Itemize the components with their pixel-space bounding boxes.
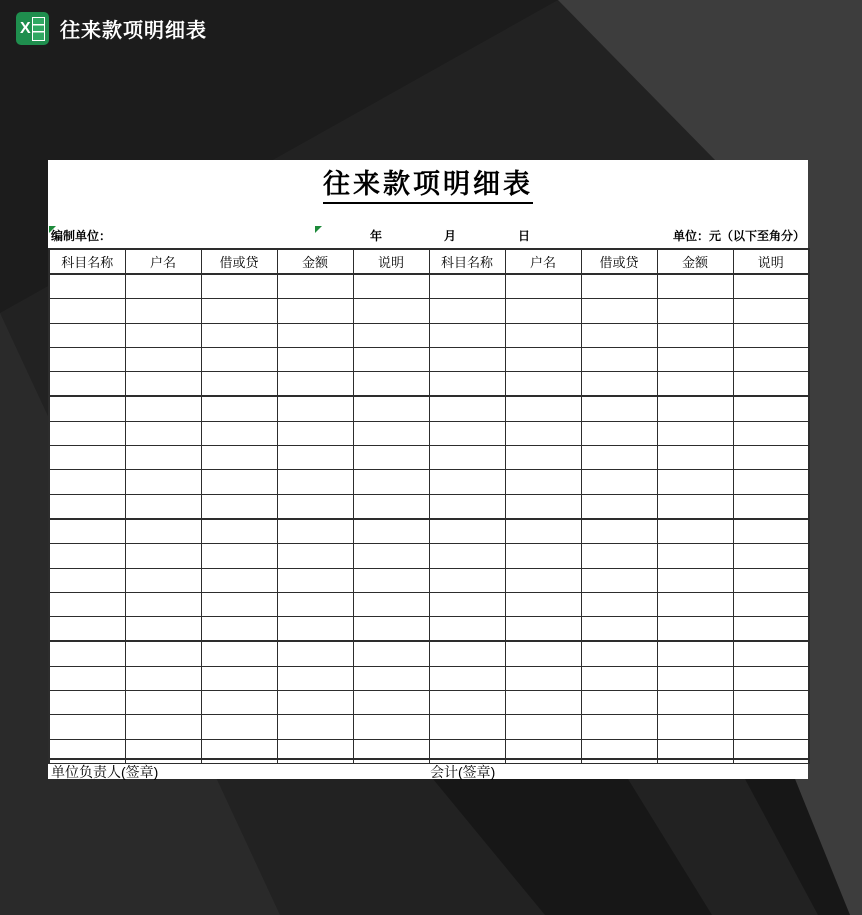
table-row — [49, 396, 809, 421]
table-cell[interactable] — [125, 274, 201, 299]
column-header: 科目名称 — [429, 249, 505, 274]
column-header: 科目名称 — [49, 249, 125, 274]
table-cell[interactable] — [429, 715, 505, 739]
table-cell[interactable] — [581, 519, 657, 544]
excel-icon-letter: X — [20, 19, 31, 37]
table-cell[interactable] — [49, 544, 125, 568]
table-cell[interactable] — [657, 691, 733, 715]
table-cell[interactable] — [49, 446, 125, 470]
detail-table — [48, 248, 810, 764]
sheet-title — [48, 162, 808, 204]
table-cell[interactable] — [125, 544, 201, 568]
table-cell[interactable] — [49, 519, 125, 544]
table-cell[interactable] — [201, 666, 277, 690]
table-cell[interactable] — [657, 323, 733, 347]
table-cell[interactable] — [581, 421, 657, 445]
currency-unit-note: 单位：元（以下至角分） — [672, 229, 805, 243]
table-cell[interactable] — [125, 715, 201, 739]
table-cell[interactable] — [581, 641, 657, 666]
day-label: 日 — [517, 229, 530, 243]
column-header: 借或贷 — [581, 249, 657, 274]
cell-flag-icon — [49, 226, 56, 233]
table-cell[interactable] — [505, 519, 581, 544]
table-cell[interactable] — [657, 372, 733, 397]
table-cell[interactable] — [429, 691, 505, 715]
table-cell[interactable] — [657, 274, 733, 299]
table-cell[interactable] — [505, 715, 581, 739]
table-row — [49, 446, 809, 470]
table-cell[interactable] — [581, 347, 657, 371]
table-cell[interactable] — [201, 519, 277, 544]
column-header: 借或贷 — [201, 249, 277, 274]
table-cell[interactable] — [353, 641, 429, 666]
table-row — [49, 347, 809, 371]
table-cell[interactable] — [581, 494, 657, 519]
month-label: 月 — [443, 229, 456, 243]
table-row — [49, 421, 809, 445]
table-cell[interactable] — [429, 666, 505, 690]
table-cell[interactable] — [201, 274, 277, 299]
table-cell[interactable] — [657, 347, 733, 371]
table-cell[interactable] — [277, 323, 353, 347]
table-cell[interactable] — [733, 691, 809, 715]
table-cell[interactable] — [277, 347, 353, 371]
table-cell[interactable] — [277, 446, 353, 470]
table-cell[interactable] — [201, 372, 277, 397]
table-row — [49, 715, 809, 739]
table-cell[interactable] — [657, 446, 733, 470]
table-cell[interactable] — [201, 568, 277, 592]
table-cell[interactable] — [581, 396, 657, 421]
table-cell[interactable] — [353, 519, 429, 544]
table-cell[interactable] — [581, 592, 657, 616]
table-cell[interactable] — [733, 617, 809, 642]
table-cell[interactable] — [657, 519, 733, 544]
table-cell[interactable] — [277, 494, 353, 519]
excel-icon-sheet-glyph — [32, 17, 45, 41]
table-cell[interactable] — [657, 494, 733, 519]
table-cell[interactable] — [125, 617, 201, 642]
table-row — [49, 372, 809, 397]
table-cell[interactable] — [429, 494, 505, 519]
table-cell[interactable] — [125, 494, 201, 519]
table-cell[interactable] — [49, 592, 125, 616]
table-cell[interactable] — [277, 470, 353, 494]
table-cell[interactable] — [429, 421, 505, 445]
table-cell[interactable] — [49, 421, 125, 445]
table-header-row — [49, 249, 809, 274]
manager-signature-label: 单位负责人(签章) — [51, 764, 159, 780]
table-cell[interactable] — [429, 519, 505, 544]
table-cell[interactable] — [125, 568, 201, 592]
table-cell[interactable] — [49, 274, 125, 299]
table-cell[interactable] — [505, 592, 581, 616]
table-cell[interactable] — [125, 396, 201, 421]
table-cell[interactable] — [277, 421, 353, 445]
table-cell[interactable] — [353, 323, 429, 347]
table-cell[interactable] — [429, 641, 505, 666]
cell-flag-icon — [315, 226, 322, 233]
table-cell[interactable] — [657, 666, 733, 690]
table-cell[interactable] — [657, 421, 733, 445]
table-cell[interactable] — [277, 617, 353, 642]
table-cell[interactable] — [353, 568, 429, 592]
table-cell[interactable] — [353, 274, 429, 299]
table-cell[interactable] — [733, 666, 809, 690]
table-row — [49, 641, 809, 666]
table-cell[interactable] — [49, 691, 125, 715]
accountant-signature-label: 会计(签章) — [430, 764, 496, 780]
table-row — [49, 666, 809, 690]
table-cell[interactable] — [581, 446, 657, 470]
table-cell[interactable] — [201, 715, 277, 739]
table-cell[interactable] — [657, 715, 733, 739]
table-row — [49, 617, 809, 642]
table-cell[interactable] — [505, 617, 581, 642]
table-cell[interactable] — [505, 396, 581, 421]
table-cell[interactable] — [429, 544, 505, 568]
table-cell[interactable] — [277, 691, 353, 715]
table-cell[interactable] — [505, 666, 581, 690]
table-cell[interactable] — [581, 372, 657, 397]
table-row — [49, 691, 809, 715]
table-cell[interactable] — [201, 421, 277, 445]
table-cell[interactable] — [125, 592, 201, 616]
signature-row — [48, 758, 808, 779]
table-cell[interactable] — [581, 691, 657, 715]
table-cell[interactable] — [125, 519, 201, 544]
table-cell[interactable] — [125, 347, 201, 371]
table-cell[interactable] — [429, 372, 505, 397]
table-row — [49, 274, 809, 299]
column-header: 说明 — [733, 249, 809, 274]
table-cell[interactable] — [505, 347, 581, 371]
table-cell[interactable] — [733, 470, 809, 494]
table-cell[interactable] — [353, 347, 429, 371]
table-cell[interactable] — [49, 666, 125, 690]
table-cell[interactable] — [49, 323, 125, 347]
table-cell[interactable] — [581, 666, 657, 690]
table-cell[interactable] — [125, 421, 201, 445]
table-cell[interactable] — [581, 715, 657, 739]
excel-icon — [16, 12, 49, 45]
table-cell[interactable] — [49, 568, 125, 592]
table-cell[interactable] — [429, 396, 505, 421]
table-cell[interactable] — [277, 666, 353, 690]
table-cell[interactable] — [505, 372, 581, 397]
column-header: 户名 — [125, 249, 201, 274]
table-cell[interactable] — [733, 421, 809, 445]
table-cell[interactable] — [581, 568, 657, 592]
table-cell[interactable] — [125, 372, 201, 397]
table-cell[interactable] — [49, 715, 125, 739]
table-cell[interactable] — [49, 617, 125, 642]
table-cell[interactable] — [505, 446, 581, 470]
table-cell[interactable] — [733, 396, 809, 421]
table-cell[interactable] — [353, 691, 429, 715]
table-cell[interactable] — [581, 544, 657, 568]
table-cell[interactable] — [201, 592, 277, 616]
table-cell[interactable] — [657, 544, 733, 568]
table-cell[interactable] — [657, 641, 733, 666]
table-cell[interactable] — [125, 323, 201, 347]
table-cell[interactable] — [353, 617, 429, 642]
table-cell[interactable] — [353, 544, 429, 568]
table-cell[interactable] — [353, 372, 429, 397]
table-cell[interactable] — [201, 494, 277, 519]
file-title: 往来款项明细表 — [60, 20, 207, 42]
table-cell[interactable] — [277, 715, 353, 739]
table-cell[interactable] — [49, 641, 125, 666]
table-cell[interactable] — [505, 494, 581, 519]
table-cell[interactable] — [201, 446, 277, 470]
column-header: 说明 — [353, 249, 429, 274]
table-cell[interactable] — [429, 592, 505, 616]
table-cell[interactable] — [201, 323, 277, 347]
table-cell[interactable] — [657, 592, 733, 616]
table-cell[interactable] — [505, 691, 581, 715]
column-header: 金额 — [277, 249, 353, 274]
table-cell[interactable] — [125, 691, 201, 715]
table-cell[interactable] — [505, 568, 581, 592]
table-cell[interactable] — [429, 347, 505, 371]
table-cell[interactable] — [733, 519, 809, 544]
table-cell[interactable] — [657, 617, 733, 642]
table-cell[interactable] — [733, 592, 809, 616]
sheet-title-text: 往来款项明细表 — [323, 162, 533, 204]
table-cell[interactable] — [353, 421, 429, 445]
table-cell[interactable] — [505, 274, 581, 299]
table-row — [49, 568, 809, 592]
table-cell[interactable] — [733, 347, 809, 371]
table-cell[interactable] — [277, 299, 353, 323]
table-cell[interactable] — [277, 544, 353, 568]
prepared-by-label: 编制单位： — [51, 229, 112, 243]
table-cell[interactable] — [353, 666, 429, 690]
table-cell[interactable] — [49, 299, 125, 323]
table-cell[interactable] — [505, 421, 581, 445]
table-cell[interactable] — [201, 299, 277, 323]
table-cell[interactable] — [505, 470, 581, 494]
table-cell[interactable] — [201, 641, 277, 666]
table-cell[interactable] — [733, 323, 809, 347]
table-cell[interactable] — [733, 372, 809, 397]
table-cell[interactable] — [429, 568, 505, 592]
table-cell[interactable] — [581, 617, 657, 642]
table-cell[interactable] — [201, 544, 277, 568]
table-cell[interactable] — [353, 446, 429, 470]
table-cell[interactable] — [49, 372, 125, 397]
table-cell[interactable] — [733, 715, 809, 739]
table-cell[interactable] — [581, 299, 657, 323]
table-cell[interactable] — [733, 641, 809, 666]
table-cell[interactable] — [277, 641, 353, 666]
table-cell[interactable] — [657, 470, 733, 494]
table-cell[interactable] — [125, 446, 201, 470]
table-cell[interactable] — [201, 396, 277, 421]
table-cell[interactable] — [353, 592, 429, 616]
table-cell[interactable] — [353, 715, 429, 739]
table-cell[interactable] — [429, 470, 505, 494]
titlebar — [16, 12, 207, 45]
table-cell[interactable] — [125, 299, 201, 323]
table-row — [49, 494, 809, 519]
table-row — [49, 323, 809, 347]
table-cell[interactable] — [49, 396, 125, 421]
table-cell[interactable] — [125, 666, 201, 690]
table-cell[interactable] — [201, 617, 277, 642]
table-cell[interactable] — [505, 323, 581, 347]
table-cell[interactable] — [733, 446, 809, 470]
table-cell[interactable] — [581, 470, 657, 494]
table-cell[interactable] — [429, 323, 505, 347]
table-cell[interactable] — [201, 347, 277, 371]
table-cell[interactable] — [429, 446, 505, 470]
table-row — [49, 299, 809, 323]
column-header: 金额 — [657, 249, 733, 274]
table-cell[interactable] — [49, 470, 125, 494]
table-row — [49, 470, 809, 494]
spreadsheet-preview — [48, 160, 808, 779]
table-cell[interactable] — [429, 299, 505, 323]
table-cell[interactable] — [657, 299, 733, 323]
table-cell[interactable] — [733, 299, 809, 323]
table-cell[interactable] — [277, 519, 353, 544]
table-cell[interactable] — [657, 568, 733, 592]
table-cell[interactable] — [201, 470, 277, 494]
table-cell[interactable] — [733, 568, 809, 592]
table-cell[interactable] — [353, 299, 429, 323]
year-label: 年 — [370, 229, 383, 243]
table-cell[interactable] — [49, 494, 125, 519]
info-row — [48, 224, 808, 246]
table-cell[interactable] — [49, 347, 125, 371]
table-cell[interactable] — [581, 323, 657, 347]
date-labels — [370, 227, 530, 244]
table-cell[interactable] — [733, 274, 809, 299]
table-cell[interactable] — [277, 372, 353, 397]
table-cell[interactable] — [353, 396, 429, 421]
table-cell[interactable] — [505, 544, 581, 568]
table-cell[interactable] — [125, 641, 201, 666]
table-cell[interactable] — [353, 470, 429, 494]
table-cell[interactable] — [277, 592, 353, 616]
column-header: 户名 — [505, 249, 581, 274]
table-cell[interactable] — [429, 617, 505, 642]
table-cell[interactable] — [505, 299, 581, 323]
table-cell[interactable] — [581, 274, 657, 299]
table-cell[interactable] — [201, 691, 277, 715]
table-cell[interactable] — [277, 274, 353, 299]
table-row — [49, 544, 809, 568]
table-row — [49, 519, 809, 544]
table-row — [49, 592, 809, 616]
table-cell[interactable] — [505, 641, 581, 666]
table-cell[interactable] — [277, 568, 353, 592]
table-cell[interactable] — [657, 396, 733, 421]
table-cell[interactable] — [429, 274, 505, 299]
table-cell[interactable] — [353, 494, 429, 519]
table-cell[interactable] — [733, 494, 809, 519]
table-cell[interactable] — [125, 470, 201, 494]
table-cell[interactable] — [733, 544, 809, 568]
table-cell[interactable] — [277, 396, 353, 421]
